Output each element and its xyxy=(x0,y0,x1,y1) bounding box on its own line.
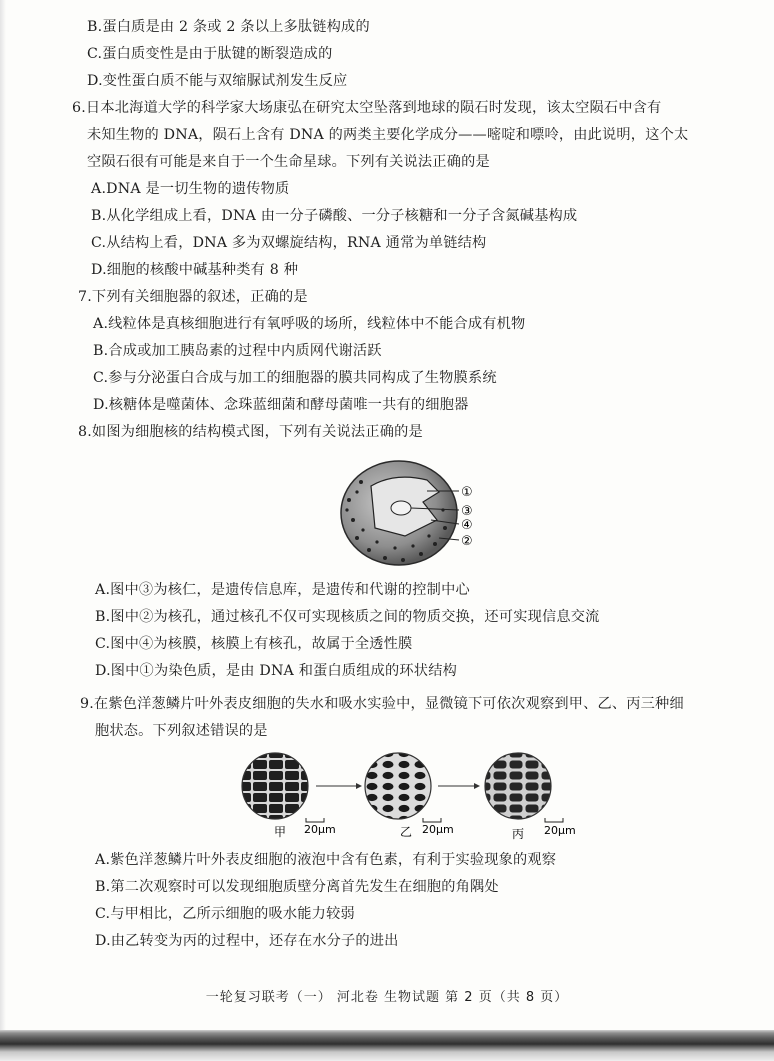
scale-label-bing: 20μm xyxy=(544,824,576,837)
q8-option-a: A.图中③为核仁，是遗传信息库，是遗传和代谢的控制中心 xyxy=(95,582,470,598)
q6-option-c: C.从结构上看，DNA 多为双螺旋结构，RNA 通常为单链结构 xyxy=(91,235,487,251)
nucleus-structure-figure xyxy=(335,458,495,570)
q7-option-c: C.参与分泌蛋白合成与加工的细胞器的膜共同构成了生物膜系统 xyxy=(93,370,497,386)
q8-option-c: C.图中④为核膜，核膜上有核孔，故属于全透性膜 xyxy=(95,636,413,652)
q6-option-b: B.从化学组成上看，DNA 由一分子磷酸、一分子核糖和一分子含氮碱基构成 xyxy=(91,208,578,224)
arrow-1-head xyxy=(356,783,362,789)
label-1: ① xyxy=(461,485,473,500)
scan-edge-shadow xyxy=(0,0,6,1030)
q7-option-b: B.合成或加工胰岛素的过程中内质网代谢活跃 xyxy=(93,343,382,359)
q6-option-d: D.细胞的核酸中碱基种类有 8 种 xyxy=(91,262,299,278)
panel-label-jia: 甲 xyxy=(274,825,287,839)
q9-stem-line1: 9.在紫色洋葱鳞片叶外表皮细胞的失水和吸水实验中，显微镜下可依次观察到甲、乙、丙三种细 xyxy=(80,696,684,712)
q6-stem-line1: 6.日本北海道大学的科学家大场康弘在研究太空坠落到地球的陨石时发现，该太空陨石中含有 xyxy=(72,100,662,116)
q8-stem: 8.如图为细胞核的结构模式图，下列有关说法正确的是 xyxy=(78,424,423,440)
q9-option-b: B.第二次观察时可以发现细胞质壁分离首先发生在细胞的角隅处 xyxy=(95,879,499,895)
label-3: ③ xyxy=(461,504,473,519)
cell-view-bing xyxy=(485,753,551,819)
q5-option-d: D.变性蛋白质不能与双缩脲试剂发生反应 xyxy=(87,73,348,89)
panel-label-yi: 乙 xyxy=(400,825,413,839)
q9-stem-line2: 胞状态。下列叙述错误的是 xyxy=(95,723,268,739)
q5-option-c: C.蛋白质变性是由于肽键的断裂造成的 xyxy=(87,46,333,62)
q9-option-d: D.由乙转变为丙的过程中，还存在水分子的进出 xyxy=(95,933,399,949)
microscope-cell-figure xyxy=(236,748,586,840)
scale-label-yi: 20μm xyxy=(422,823,454,836)
scale-label-jia: 20μm xyxy=(304,823,336,836)
q5-option-b: B.蛋白质是由 2 条或 2 条以上多肽链构成的 xyxy=(87,19,370,35)
cell-view-jia xyxy=(242,753,308,819)
cell-view-yi xyxy=(365,753,431,819)
q9-option-c: C.与甲相比，乙所示细胞的吸水能力较弱 xyxy=(95,906,355,922)
q8-option-b: B.图中②为核孔，通过核孔不仅可实现核质之间的物质交换，还可实现信息交流 xyxy=(95,609,600,625)
q9-option-a: A.紫色洋葱鳞片叶外表皮细胞的液泡中含有色素，有利于实验现象的观察 xyxy=(95,852,557,868)
arrow-2-head xyxy=(474,783,480,789)
q6-stem-line2: 未知生物的 DNA，陨石上含有 DNA 的两类主要化学成分——嘧啶和嘌呤，由此说明，这个太 xyxy=(87,127,689,143)
nucleolus-shape xyxy=(391,501,411,515)
q6-stem-line3: 空陨石很有可能是来自于一个生命星球。下列有关说法正确的是 xyxy=(87,154,490,170)
q6-option-a: A.DNA 是一切生物的遗传物质 xyxy=(91,181,290,197)
q7-option-d: D.核糖体是噬菌体、念珠蓝细菌和酵母菌唯一共有的细胞器 xyxy=(93,397,469,413)
scan-bottom-edge xyxy=(0,1030,774,1061)
q7-option-a: A.线粒体是真核细胞进行有氧呼吸的场所，线粒体中不能合成有机物 xyxy=(93,316,526,332)
q8-option-d: D.图中①为染色质，是由 DNA 和蛋白质组成的环状结构 xyxy=(95,663,457,679)
panel-label-bing: 丙 xyxy=(512,827,525,840)
q7-stem: 7.下列有关细胞器的叙述，正确的是 xyxy=(78,289,308,305)
label-2: ② xyxy=(461,534,473,549)
page-footer: 一轮复习联考（一） 河北卷 生物试题 第 2 页（共 8 页） xyxy=(205,990,569,1005)
label-4: ④ xyxy=(461,518,473,533)
